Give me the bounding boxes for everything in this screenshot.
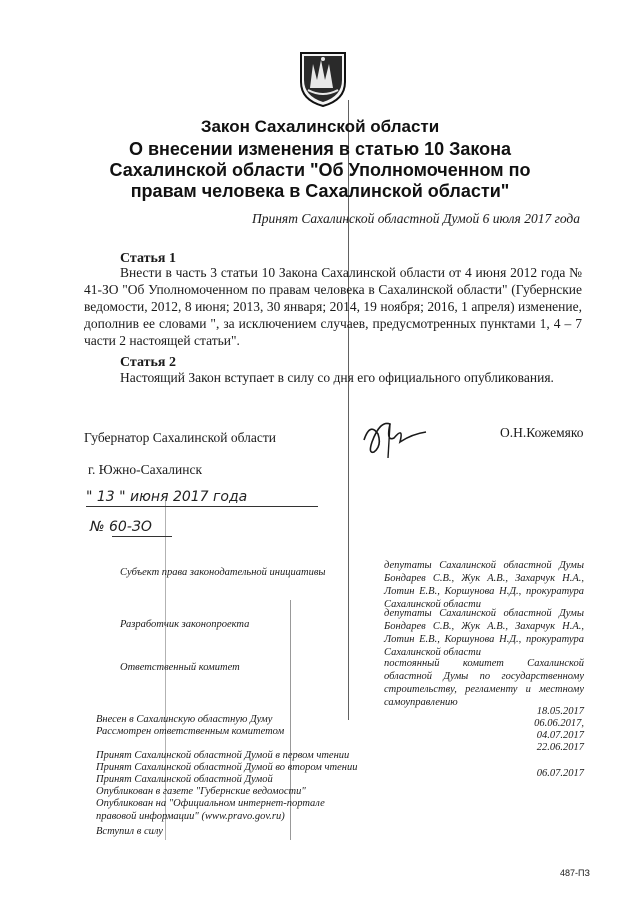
date-label: Принят Сахалинской областной Думой в первом чтении xyxy=(96,750,350,761)
date-value: 18.05.2017 xyxy=(536,706,584,717)
article-heading: Статья 1 xyxy=(120,251,176,266)
adoption-note: Принят Сахалинской областной Думой 6 июля 2017 года xyxy=(251,211,580,226)
date-label: Опубликован на "Официальном интернет-портале правовой информации" (www.pravo.gov.ru) xyxy=(96,798,325,822)
date-value: 04.07.2017 xyxy=(536,730,584,741)
info-label: Разработчик законопроекта xyxy=(120,619,250,630)
signing-date: " 13 " июня 2017 года xyxy=(86,489,248,505)
signer-position: Губернатор Сахалинской области xyxy=(84,430,276,445)
article-2-text: Настоящий Закон вступает в силу со дня его официального опубликования. xyxy=(120,370,554,385)
date-underline xyxy=(86,506,318,507)
info-label: Субъект права законодательной инициативы xyxy=(120,567,326,578)
date-value: 22.06.2017 xyxy=(536,742,584,753)
article-1-text: Внести в часть 3 статьи 10 Закона Сахалинской области от 4 июня 2012 года № 41-ЗО "Об Уполномоченном по правам человека в Сахалинской области" (Губернские ведомости, 2012, 8 июня; 2013, 30 января; 2014, 19 ноября; 2016, 1 апреля) изменение, дополнив ее словами ", за исключением случаев, предусмотренных пунктами 1, 4 – 7 части 2 настоящей статьи". xyxy=(84,265,582,348)
date-label: Принят Сахалинской областной Думой xyxy=(96,774,273,785)
info-value: постоянный комитет Сахалинской областной Думы по государственному строительству, регламенту и местному самоуправлению xyxy=(384,658,584,708)
date-value: 06.06.2017, xyxy=(534,718,584,729)
info-label: Ответственный комитет xyxy=(120,662,240,673)
info-value: депутаты Сахалинской областной Думы Бондарев С.В., Жук А.В., Захарчук Н.А., Лотин Е.В., Коршунова Н.Д., прокуратура Сахалинской области xyxy=(384,560,584,610)
law-subject: О внесении изменения в статью 10 Закона Сахалинской области "Об Уполномоченном по правам человека в Сахалинской области" xyxy=(109,139,531,201)
signing-city: г. Южно-Сахалинск xyxy=(88,462,203,477)
law-title: Закон Сахалинской области xyxy=(200,117,440,136)
date-label: Вступил в силу xyxy=(96,826,163,837)
date-label: Принят Сахалинской областной Думой во втором чтении xyxy=(96,762,358,773)
date-label: Рассмотрен ответственным комитетом xyxy=(96,726,285,737)
law-number: № 60-ЗО xyxy=(90,519,152,535)
coat-of-arms-icon xyxy=(298,50,348,108)
document-title xyxy=(60,117,580,202)
date-label: Опубликован в газете "Губернские ведомости" xyxy=(96,786,306,797)
info-value: депутаты Сахалинской областной Думы Бондарев С.В., Жук А.В., Захарчук Н.А., Лотин Е.В., Коршунова Н.Д., прокуратура Сахалинской области xyxy=(384,608,584,658)
signature-scribble-icon xyxy=(360,412,430,467)
number-underline xyxy=(112,536,172,537)
page-code: 487-ПЗ xyxy=(560,868,590,878)
article-heading: Статья 2 xyxy=(120,355,176,370)
date-label: Внесен в Сахалинскую областную Думу xyxy=(96,714,273,725)
date-value: 06.07.2017 xyxy=(536,768,584,779)
signer-name: О.Н.Кожемяко xyxy=(500,425,584,440)
